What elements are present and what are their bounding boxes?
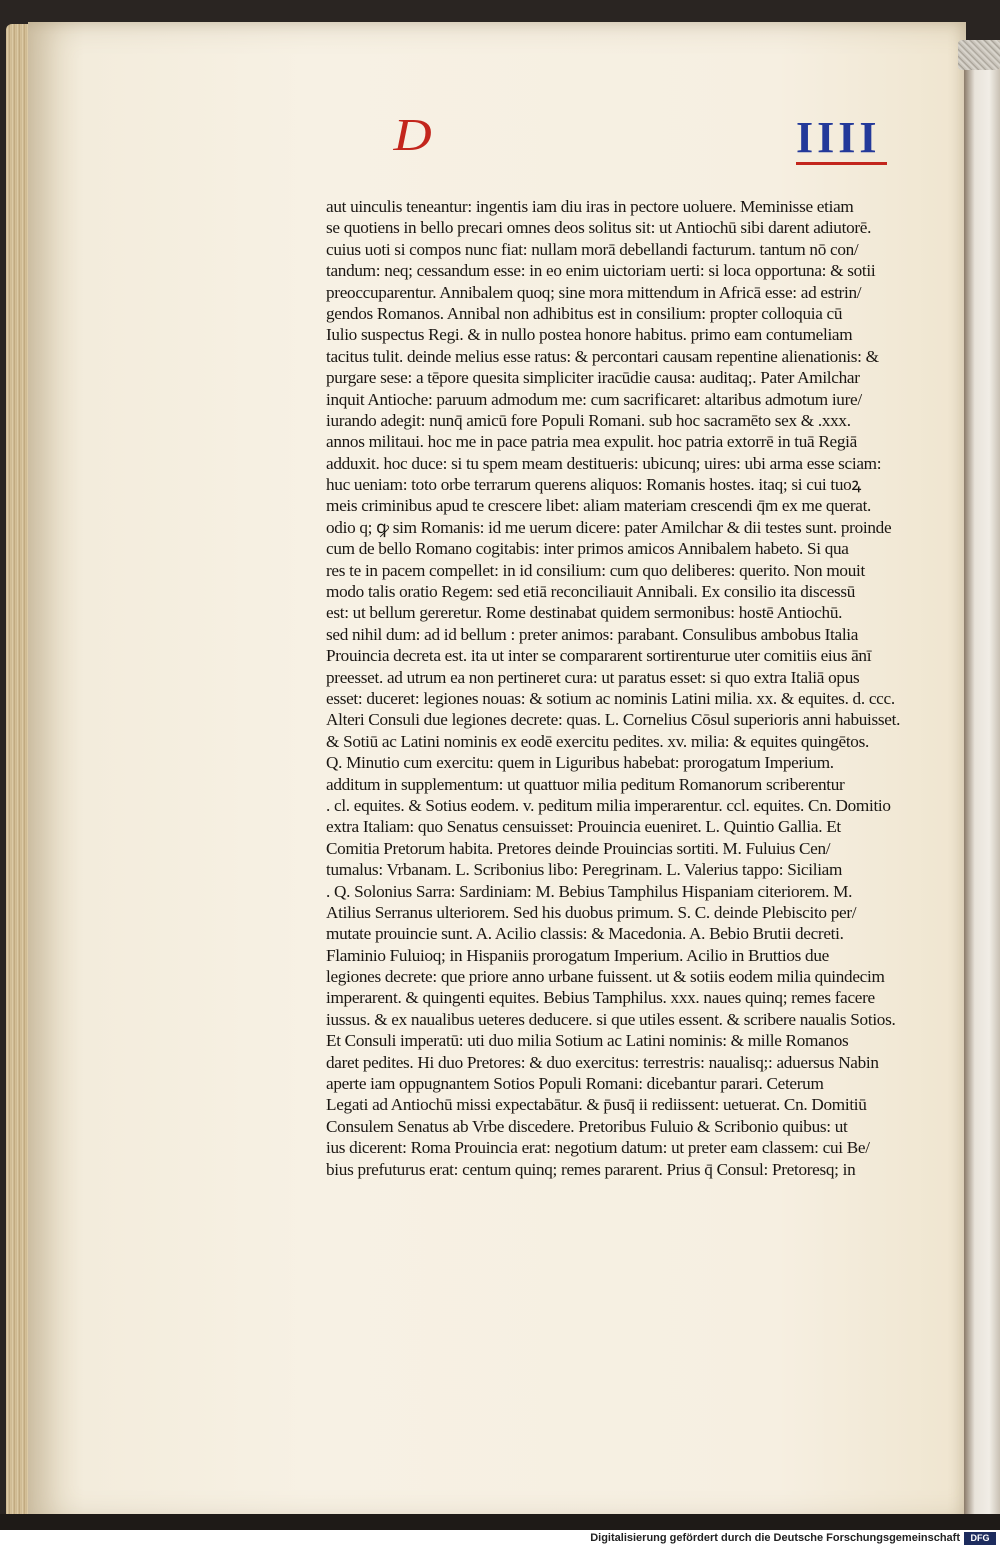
text-line: adduxit. hoc duce: si tu spem meam destitueris: ubicunq; uires: ubi arma esse sciam:: [326, 453, 882, 473]
scan-bottom-edge: [0, 1514, 1000, 1530]
text-line: tumalus: Vrbanam. L. Scribonius libo: Peregrinam. L. Valerius tappo: Siciliam: [326, 860, 843, 880]
text-line: odio q; ꝙ sim Romanis: id me uerum dicere: pater Amilchar & dii testes sunt. proinde: [326, 517, 892, 537]
text-line: preoccuparentur. Annibalem quoq; sine mora mittendum in Africā esse: ad estrin/: [326, 282, 862, 302]
text-line: se quotiens in bello precari omnes deos solitus sit: ut Antiochū sibi darent adiutorē.: [326, 218, 872, 238]
footer-bar: [0, 1530, 1000, 1548]
text-column: [326, 196, 910, 1180]
text-line: aut uinculis teneantur: ingentis iam diu iras in pectore uoluere. Meminisse etiam: [326, 197, 854, 216]
text-line: daret pedites. Hi duo Pretores: & duo exercitus: terrestris: naualisq;: aduersus Nabin: [326, 1052, 879, 1072]
text-line: inquit Antioche: paruum admodum me: cum sacrificaret: altaribus admotum iure/: [326, 389, 862, 409]
text-line: esset: duceret: legiones nouas: & sotium ac nominis Latini milia. xx. & equites. d. ccc.: [326, 688, 895, 708]
running-headline-right: IIII: [796, 113, 881, 162]
clasp-icon: [958, 40, 1000, 70]
text-line: ius dicerent: Roma Prouincia erat: negotium datum: ut preter eam classem: cui Be/: [326, 1138, 870, 1158]
text-line: additum in supplementum: ut quattuor milia peditum Romanorum scriberentur: [326, 774, 845, 794]
text-line: sed nihil dum: ad id bellum : preter animos: parabant. Consulibus ambobus Italia: [326, 624, 859, 644]
text-line: tandum: neq; cessandum esse: in eo enim uictoriam uerti: si loca opportuna: & sotii: [326, 261, 876, 281]
text-line: iurando adegit: nunq̄ amicū fore Populi Romani. sub hoc sacramēto sex & .xxx.: [326, 410, 851, 430]
text-line: . Q. Solonius Sarra: Sardiniam: M. Bebius Tamphilus Hispaniam citeriorem. M.: [326, 881, 853, 901]
text-line: cum de bello Romano cogitabis: inter primos amicos Annibalem habeto. Si qua: [326, 539, 849, 559]
text-line: preesset. ad utrum ea non pertineret cura: ut paratus esset: si quo extra Italiā opus: [326, 667, 860, 687]
text-line: Comitia Pretorum habita. Pretores deinde Prouincias sortiti. M. Fuluius Cen/: [326, 838, 831, 858]
text-line: mutate prouincie sunt. A. Acilio classis: & Macedonia. A. Bebio Brutii decreti.: [326, 924, 844, 944]
text-line: imperarent. & quingenti equites. Bebius Tamphilus. xxx. naues quinq; remes facere: [326, 988, 875, 1008]
dfg-logo: DFG: [964, 1532, 996, 1545]
text-line: purgare sese: a tēpore quesita simpliciter iracūdie causa: auditaq;. Pater Amilchar: [326, 368, 860, 388]
text-line: aperte iam oppugnantem Sotios Populi Romani: dicebantur parari. Ceterum: [326, 1074, 824, 1094]
text-line: iussus. & ex naualibus ueteres deducere. si que utiles essent. & scribere naualis Sotios.: [326, 1009, 896, 1029]
text-line: . cl. equites. & Sotius eodem. v. peditum milia imperarentur. ccl. equites. Cn. Domitio: [326, 795, 891, 815]
text-line: annos militaui. hoc me in pace patria mea expulit. hoc patria extorrē in tuā Regiā: [326, 432, 857, 452]
text-line: Consulem Senatus ab Vrbe discedere. Pretoribus Fuluio & Scribonio quibus: ut: [326, 1116, 848, 1136]
text-line: res te in pacem compellet: in id consilium: cum quo deliberes: querito. Non mouit: [326, 560, 865, 580]
text-line: Atilius Serranus ulteriorem. Sed his duobus primum. S. C. deinde Plebiscito per/: [326, 902, 857, 922]
text-line: extra Italiam: quo Senatus censuisset: Prouincia eueniret. L. Quintio Gallia. Et: [326, 817, 841, 837]
text-line: & Sotiū ac Latini nominis ex eodē exercitu pedites. xv. milia: & equites quingētos.: [326, 731, 869, 751]
text-line: Q. Minutio cum exercitu: quem in Liguribus habebat: prorogatum Imperium.: [326, 753, 834, 773]
text-line: legiones decrete: que priore anno urbane fuissent. ut & sotiis eodem milia quindecim: [326, 967, 885, 987]
text-line: Iulio suspectus Regi. & in nullo postea honore habitus. primo eam contumeliam: [326, 325, 853, 345]
funding-credit: Digitalisierung gefördert durch die Deutsche Forschungsgemeinschaft: [590, 1532, 960, 1544]
text-line: tacitus tulit. deinde melius esse ratus: & percontari causam repentine alienationis: &: [326, 346, 879, 366]
text-line: est: ut bellum gereretur. Rome destinabat quidem sermonibus: hostē Antiochū.: [326, 603, 843, 623]
text-line: Alteri Consuli due legiones decrete: quas. L. Cornelius Cōsul superioris anni habuisset.: [326, 710, 901, 730]
text-line: Flaminio Fuluioq; in Hispaniis prorogatum Imperium. Acilio in Bruttios due: [326, 945, 829, 965]
text-line: Et Consuli imperatū: uti duo milia Sotium ac Latini nominis: & mille Romanos: [326, 1031, 849, 1051]
text-line: cuius uoti si compos nunc fiat: nullam morā debellandi facturum. tantum nō con/: [326, 239, 859, 259]
text-line: Legati ad Antiochū missi expectabātur. & p̄usq̄ ii rediissent: uetuerat. Cn. Domitiū: [326, 1095, 867, 1115]
text-line: modo talis oratio Regem: sed etiā reconciliauit Annibali. Ex consilio ita discessū: [326, 582, 856, 602]
text-line: meis criminibus apud te crescere libet: aliam materiam crescendi q̄m ex me querat.: [326, 496, 872, 516]
text-line: gendos Romanos. Annibal non adhibitus est in consilium: propter colloquia cū: [326, 303, 843, 323]
text-line: huc ueniam: toto orbe terrarum querens aliquos: Romanis hostes. itaq; si cui tuoꝝ: [326, 475, 862, 495]
running-headline-left: D: [393, 109, 432, 160]
text-line: bius prefuturus erat: centum quinq; remes pararent. Prius q̄ Consul: Pretoresq; in: [326, 1159, 856, 1179]
text-line: Prouincia decreta est. ita ut inter se compararent sortirenturue uter comitiis eius ānī: [326, 646, 872, 666]
binding-strip: [964, 40, 1000, 1520]
